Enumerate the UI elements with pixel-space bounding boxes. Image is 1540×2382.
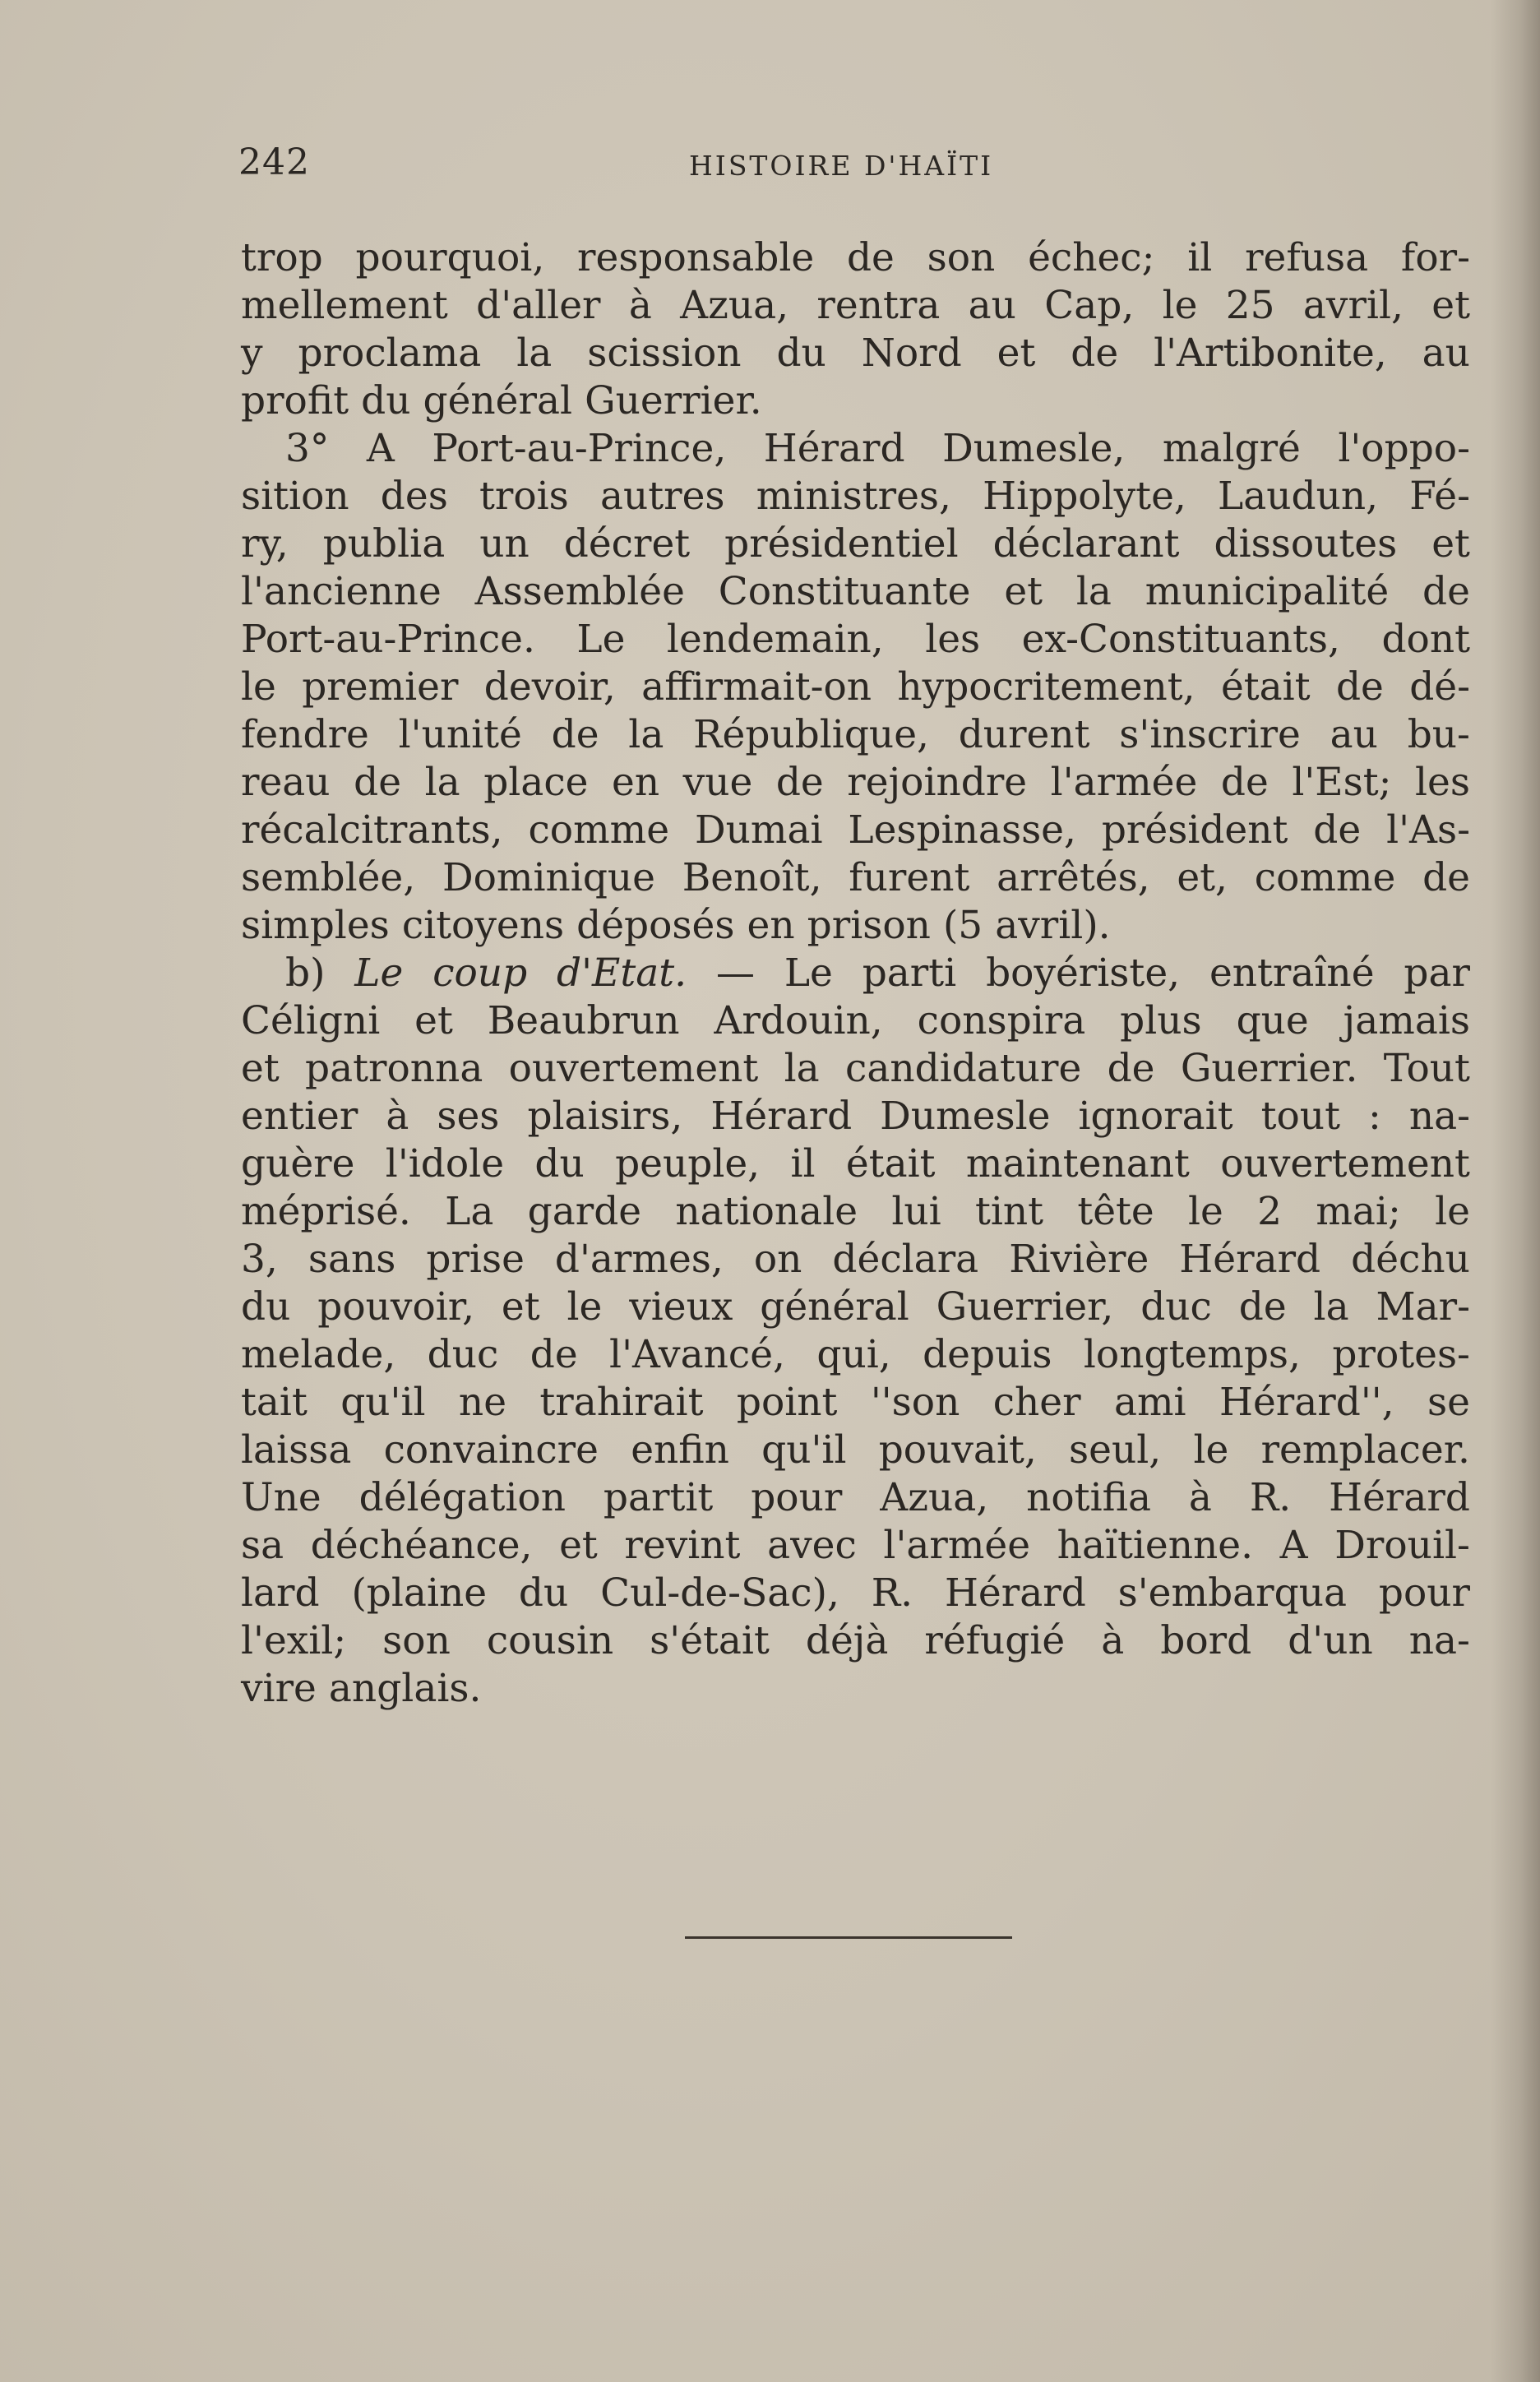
word: candidature (845, 1046, 1082, 1091)
word: était (1220, 664, 1311, 710)
word: Guerrier. (585, 378, 762, 423)
word: prise (426, 1237, 525, 1282)
text-line (241, 807, 1470, 854)
text-line (241, 1284, 1470, 1331)
word: l'exil; (241, 1618, 347, 1663)
word: reau (241, 760, 331, 805)
word: boyériste, (986, 950, 1181, 996)
word: A (1279, 1523, 1308, 1568)
word: lard (241, 1570, 320, 1616)
word: les (1414, 760, 1470, 805)
word: que (1236, 998, 1309, 1043)
word: pouvait, (878, 1427, 1037, 1473)
word: qu'il (761, 1427, 847, 1473)
word: dissoutes (1214, 521, 1398, 567)
word: peuple, (615, 1141, 761, 1186)
word: l'Artibonite, (1154, 331, 1387, 376)
word: et (1004, 569, 1043, 614)
word: et (414, 998, 453, 1043)
word: de (775, 760, 824, 805)
word: responsable (577, 235, 815, 280)
word: et (997, 331, 1036, 376)
word: Guerrier, (936, 1284, 1114, 1330)
word: son (927, 235, 996, 280)
text-line (241, 377, 1470, 425)
word: général (423, 378, 573, 423)
word: déposés (576, 903, 735, 948)
word: na- (1408, 1094, 1470, 1139)
word: malgré (1162, 426, 1301, 471)
word: nationale (675, 1189, 858, 1234)
word: durent (958, 712, 1090, 757)
word: le (1435, 1189, 1470, 1234)
word: de (1220, 760, 1269, 805)
word: citoyens (401, 903, 565, 948)
word: l'As- (1386, 807, 1470, 853)
word: comme (1254, 855, 1396, 900)
word: plaisirs, (527, 1094, 683, 1139)
text-line (241, 759, 1470, 807)
word: duc (1140, 1284, 1212, 1330)
word: un (479, 521, 530, 567)
word: comme (528, 807, 670, 853)
word: maintenant (965, 1141, 1190, 1186)
word: méprisé. (241, 1189, 411, 1234)
word: sans (308, 1237, 396, 1282)
word: présidentiel (724, 521, 959, 567)
word: de (1238, 1284, 1287, 1330)
word: l'oppo- (1338, 426, 1470, 471)
word: ses (437, 1094, 500, 1139)
word: Céligni (241, 998, 381, 1043)
word: melade, (241, 1332, 396, 1377)
word: Hérard (1329, 1475, 1470, 1520)
word: déjà (805, 1618, 889, 1663)
word: scission (587, 331, 742, 376)
word: par (1404, 950, 1470, 996)
word: lui (891, 1189, 941, 1234)
word: ''son (870, 1380, 960, 1425)
word: de (354, 760, 402, 805)
word: ministres, (756, 474, 951, 519)
word: autres (599, 474, 725, 519)
word: le (1162, 283, 1198, 328)
word: de (846, 235, 895, 280)
word: Nord (861, 331, 962, 376)
word: ignorait (1078, 1094, 1233, 1139)
word: à (1101, 1618, 1125, 1663)
word: Hérard (710, 1094, 853, 1139)
word: Hérard (763, 426, 905, 471)
word: s'embarqua (1117, 1570, 1348, 1616)
word: Guerrier. (1180, 1046, 1358, 1091)
word: vue (682, 760, 753, 805)
word: le (1188, 1189, 1223, 1234)
word: ami (1113, 1380, 1186, 1425)
word: La (445, 1189, 494, 1234)
word: l'armée (883, 1523, 1031, 1568)
word: Port-au-Prince. (241, 617, 535, 662)
word: de (551, 712, 599, 757)
word: b) (285, 950, 326, 996)
word: arrêtés, (997, 855, 1150, 900)
word: ne (458, 1380, 507, 1425)
word: les (925, 617, 981, 662)
word: laissa (241, 1427, 352, 1473)
word: déclarant (992, 521, 1180, 567)
word: d'un (1288, 1618, 1373, 1663)
word: seul, (1069, 1427, 1162, 1473)
word: : (1367, 1094, 1381, 1139)
word: l'armée (1050, 760, 1198, 805)
word: du (241, 1284, 291, 1330)
word: déchu (1351, 1237, 1470, 1282)
word: depuis (923, 1332, 1052, 1377)
word: la (1313, 1284, 1349, 1330)
word: for- (1400, 235, 1470, 280)
word: et (241, 1046, 280, 1091)
word: d'armes, (554, 1237, 724, 1282)
word: l'Avancé, (609, 1332, 785, 1377)
word: revint (624, 1523, 741, 1568)
word: la (424, 760, 460, 805)
word: Beaubrun (487, 998, 680, 1043)
word: Benoît, (682, 855, 822, 900)
word: pourquoi, (355, 235, 545, 280)
word: la (516, 331, 553, 376)
word: à (1188, 1475, 1212, 1520)
word: Dumesle (880, 1094, 1051, 1139)
word: s'inscrire (1119, 712, 1301, 757)
word: d'aller (476, 283, 601, 328)
word: sition (241, 474, 349, 519)
word: guère (241, 1141, 355, 1186)
word: tint (974, 1189, 1044, 1234)
word: parti (862, 950, 957, 996)
word: de (1335, 664, 1384, 710)
word: coup (432, 950, 528, 996)
word: général (760, 1284, 909, 1330)
word: au (1330, 712, 1378, 757)
word: délégation (358, 1475, 566, 1520)
word: na- (1408, 1618, 1470, 1663)
word: se (1427, 1380, 1470, 1425)
word: pour (751, 1475, 843, 1520)
word: Rivière (1009, 1237, 1149, 1282)
word: en (747, 903, 795, 948)
word: la (628, 712, 664, 757)
word: avril, (1302, 283, 1404, 328)
word: prison (807, 903, 931, 948)
word: avril). (995, 903, 1111, 948)
word: Hérard (1179, 1237, 1321, 1282)
word: fendre (241, 712, 369, 757)
word: jamais (1343, 998, 1470, 1043)
word: mellement (241, 283, 448, 328)
running-header (238, 141, 1472, 191)
word: simples (241, 903, 390, 948)
word: au (1422, 331, 1470, 376)
word: ex-Constituants, (1021, 617, 1340, 662)
word: de (1071, 331, 1119, 376)
text-line (241, 1188, 1470, 1236)
word: son (382, 1618, 451, 1663)
text-line (241, 1474, 1470, 1522)
word: Hérard'', (1219, 1380, 1394, 1425)
word: protes- (1332, 1332, 1470, 1377)
word: entraîné (1209, 950, 1375, 996)
word: était (845, 1141, 936, 1186)
word: Mar- (1376, 1284, 1470, 1330)
word: de (1422, 855, 1470, 900)
word: 3, (241, 1237, 278, 1282)
word: dé- (1409, 664, 1470, 710)
word: Azua, (680, 283, 789, 328)
word: et (1431, 283, 1470, 328)
word: trahirait (539, 1380, 704, 1425)
text-line (241, 1427, 1470, 1474)
word: rentra (816, 283, 941, 328)
word: y (241, 331, 263, 376)
text-line (241, 1093, 1470, 1140)
word: proclama (298, 331, 482, 376)
word: hypocritement, (897, 664, 1195, 710)
word: l'Est; (1292, 760, 1392, 805)
word: R. (1249, 1475, 1292, 1520)
text-line (241, 950, 1470, 997)
word: qu'il (340, 1380, 426, 1425)
text-line (241, 425, 1470, 473)
text-line (241, 1379, 1470, 1427)
word: Cap, (1044, 283, 1135, 328)
word: cher (992, 1380, 1081, 1425)
word: Port-au-Prince, (432, 426, 727, 471)
text-line (241, 1522, 1470, 1570)
text-line (241, 1331, 1470, 1379)
word: Tout (1383, 1046, 1470, 1091)
word: la (784, 1046, 820, 1091)
text-line (241, 234, 1470, 282)
word: Dominique (442, 855, 655, 900)
text-line (241, 1617, 1470, 1665)
word: vieux (629, 1284, 733, 1330)
text-line (241, 997, 1470, 1045)
word: affirmait-on (641, 664, 872, 710)
word: anglais. (328, 1666, 482, 1711)
word: ry, (241, 521, 289, 567)
word: Hérard (944, 1570, 1086, 1616)
word: place (483, 760, 589, 805)
word: de (1107, 1046, 1155, 1091)
word: remplacer. (1260, 1427, 1470, 1473)
word: R. (871, 1570, 913, 1616)
text-line (241, 282, 1470, 330)
text-line (241, 330, 1470, 377)
word: et (501, 1284, 540, 1330)
word: longtemps, (1083, 1332, 1301, 1377)
word: Drouil- (1334, 1523, 1470, 1568)
word: pouvoir, (317, 1284, 475, 1330)
word: de (1422, 569, 1470, 614)
word: Cul-de-Sac), (600, 1570, 839, 1616)
word: il (790, 1141, 816, 1186)
word: le (567, 1284, 603, 1330)
word: déchéance, (310, 1523, 533, 1568)
word: dont (1381, 617, 1470, 662)
word: l'ancienne (241, 569, 442, 614)
word: duc (427, 1332, 499, 1377)
word: plus (1120, 998, 1202, 1043)
word: lendemain, (666, 617, 884, 662)
word: et, (1177, 855, 1228, 900)
word: et (1431, 521, 1470, 567)
word: récalcitrants, (241, 807, 503, 853)
word: avec (767, 1523, 857, 1568)
running-title: HISTOIRE D'HAÏTI (689, 150, 994, 182)
word: Laudun, (1217, 474, 1379, 519)
word: réfugié (924, 1618, 1066, 1663)
word: mai; (1316, 1189, 1401, 1234)
text-line (241, 1045, 1470, 1093)
word: Dumai (694, 807, 823, 853)
word: tout (1260, 1094, 1340, 1139)
word: devoir, (483, 664, 616, 710)
word: (plaine (351, 1570, 488, 1616)
word: Fé- (1409, 474, 1470, 519)
word: (5 (942, 903, 983, 948)
text-line (241, 711, 1470, 759)
word: président (1101, 807, 1288, 853)
word: du (518, 1570, 569, 1616)
word: tête (1077, 1189, 1154, 1234)
word: notifia (1026, 1475, 1151, 1520)
word: des (380, 474, 448, 519)
text-line (241, 568, 1470, 616)
word: Ardouin, (714, 998, 883, 1043)
word: en (612, 760, 660, 805)
word: du (534, 1141, 585, 1186)
word: refusa (1245, 235, 1369, 280)
word: 25 (1225, 283, 1275, 328)
word: municipalité (1145, 569, 1390, 614)
word: au (968, 283, 1016, 328)
word: haïtienne. (1057, 1523, 1254, 1568)
word: Lespinasse, (848, 807, 1076, 853)
word: trois (479, 474, 569, 519)
word: le (1193, 1427, 1229, 1473)
word: du (361, 378, 411, 423)
word: bord (1160, 1618, 1252, 1663)
word: il (1187, 235, 1213, 280)
word: d'Etat. (557, 950, 687, 996)
word: tait (241, 1380, 308, 1425)
text-line (241, 1236, 1470, 1284)
word: semblée, (241, 855, 416, 900)
page-number: 242 (238, 141, 310, 183)
text-line (241, 1665, 1470, 1713)
word: A (366, 426, 395, 471)
page-edge-shadow (1491, 0, 1540, 2382)
word: s'était (650, 1618, 770, 1663)
word: sa (241, 1523, 284, 1568)
word: l'unité (398, 712, 522, 757)
word: bu- (1407, 712, 1470, 757)
word: convaincre (383, 1427, 599, 1473)
text-line (241, 902, 1470, 950)
word: de (530, 1332, 578, 1377)
word: publia (322, 521, 446, 567)
body-text (241, 234, 1470, 1713)
word: à (628, 283, 652, 328)
word: garde (527, 1189, 642, 1234)
word: — (715, 950, 755, 996)
word: qui, (816, 1332, 891, 1377)
word: Le (576, 617, 626, 662)
word: Dumesle, (942, 426, 1126, 471)
word: Le (784, 950, 833, 996)
text-line (241, 1570, 1470, 1617)
word: furent (849, 855, 970, 900)
text-line (241, 616, 1470, 664)
text-line (241, 520, 1470, 568)
word: l'idole (385, 1141, 505, 1186)
word: vire (241, 1666, 317, 1711)
word: République, (693, 712, 929, 757)
word: pour (1378, 1570, 1470, 1616)
end-rule (685, 1936, 1012, 1939)
word: ouvertement (1220, 1141, 1470, 1186)
word: profit (241, 378, 349, 423)
word: enfin (631, 1427, 729, 1473)
word: la (1075, 569, 1112, 614)
word: patronna (305, 1046, 483, 1091)
word: le (241, 664, 276, 710)
word: ouvertement (508, 1046, 759, 1091)
word: cousin (486, 1618, 614, 1663)
word: Azua, (880, 1475, 989, 1520)
word: entier (241, 1094, 358, 1139)
word: rejoindre (847, 760, 1028, 805)
word: à (386, 1094, 409, 1139)
word: Le (354, 950, 404, 996)
word: 2 (1257, 1189, 1283, 1234)
text-line (241, 854, 1470, 902)
text-line (241, 664, 1470, 711)
word: Une (241, 1475, 321, 1520)
word: du (776, 331, 826, 376)
word: 3° (285, 426, 330, 471)
word: déclara (832, 1237, 979, 1282)
word: Assemblée (474, 569, 685, 614)
word: Constituante (718, 569, 971, 614)
word: décret (563, 521, 691, 567)
word: de (1313, 807, 1362, 853)
text-line (241, 1140, 1470, 1188)
word: trop (241, 235, 323, 280)
word: conspira (917, 998, 1086, 1043)
word: et (559, 1523, 598, 1568)
word: échec; (1028, 235, 1155, 280)
word: Hippolyte, (983, 474, 1186, 519)
text-line (241, 473, 1470, 520)
word: point (736, 1380, 838, 1425)
word: premier (302, 664, 459, 710)
word: on (753, 1237, 802, 1282)
word: partit (603, 1475, 714, 1520)
